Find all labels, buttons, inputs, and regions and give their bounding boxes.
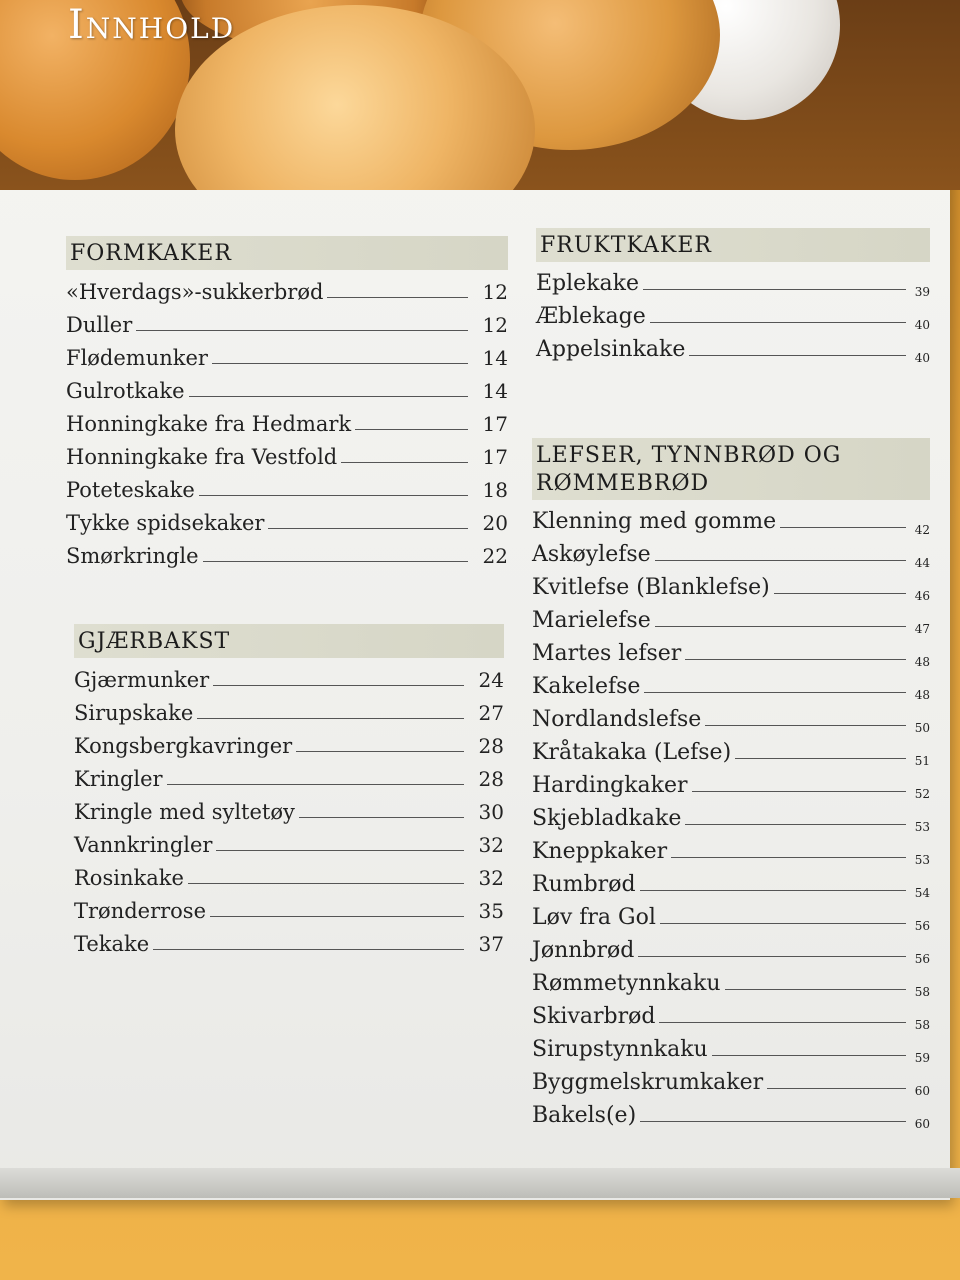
toc-entry bbox=[532, 865, 930, 898]
toc-entry bbox=[532, 766, 930, 799]
section-fruktkaker bbox=[536, 228, 930, 363]
toc-entry-title: Duller bbox=[66, 313, 133, 337]
toc-entry bbox=[532, 535, 930, 568]
toc-entry bbox=[532, 832, 930, 865]
toc-entry bbox=[74, 693, 504, 726]
toc-entry-title: Gulrotkake bbox=[66, 379, 185, 403]
toc-entry-title: Jønnbrød bbox=[532, 938, 635, 963]
toc-entry bbox=[532, 667, 930, 700]
toc-entry bbox=[532, 1030, 930, 1063]
toc-entry-title: Rumbrød bbox=[532, 872, 636, 897]
section-lefser bbox=[532, 438, 930, 1129]
toc-entry bbox=[532, 601, 930, 634]
toc-entry bbox=[532, 964, 930, 997]
section-formkaker bbox=[66, 236, 508, 569]
toc-entry-page: 56 bbox=[914, 952, 930, 966]
section-gjaerbakst bbox=[74, 624, 504, 957]
section-header-line: RØMMEBRØD bbox=[536, 471, 710, 496]
toc-entry-title: Honningkake fra Hedmark bbox=[66, 412, 352, 436]
toc-entry-page: 37 bbox=[478, 932, 504, 956]
toc-list bbox=[66, 272, 508, 569]
toc-entry-page: 22 bbox=[482, 544, 508, 568]
toc-entry bbox=[74, 858, 504, 891]
toc-entry bbox=[532, 733, 930, 766]
toc-entry-title: Klenning med gomme bbox=[532, 509, 777, 534]
leader-line bbox=[780, 527, 906, 528]
leader-line bbox=[212, 363, 468, 364]
toc-entry bbox=[74, 726, 504, 759]
toc-entry-page: 50 bbox=[914, 721, 930, 735]
toc-entry-title: Kneppkaker bbox=[532, 839, 668, 864]
toc-entry bbox=[66, 503, 508, 536]
leader-line bbox=[136, 330, 468, 331]
toc-entry-title: Hardingkaker bbox=[532, 773, 688, 798]
toc-entry-title: Byggmelskrumkaker bbox=[532, 1070, 764, 1095]
toc-entry-title: Nordlandslefse bbox=[532, 707, 702, 732]
toc-entry-page: 32 bbox=[478, 833, 504, 857]
toc-entry bbox=[532, 568, 930, 601]
leader-line bbox=[767, 1088, 906, 1089]
leader-line bbox=[167, 784, 464, 785]
toc-entry bbox=[532, 799, 930, 832]
toc-entry bbox=[532, 502, 930, 535]
toc-entry-title: Rømmetynnkaku bbox=[532, 971, 721, 996]
section-header: FORMKAKER bbox=[66, 236, 508, 270]
toc-entry-page: 39 bbox=[914, 285, 930, 299]
leader-line bbox=[660, 923, 906, 924]
leader-line bbox=[725, 989, 906, 990]
toc-entry-page: 12 bbox=[482, 280, 508, 304]
leader-line bbox=[189, 396, 468, 397]
leader-line bbox=[705, 725, 906, 726]
leader-line bbox=[650, 322, 906, 323]
toc-entry-page: 53 bbox=[914, 820, 930, 834]
toc-entry-page: 28 bbox=[478, 734, 504, 758]
section-header-line: LEFSER, TYNNBRØD OG bbox=[536, 443, 842, 468]
toc-entry-page: 40 bbox=[914, 318, 930, 332]
toc-entry-title: Løv fra Gol bbox=[532, 905, 656, 930]
toc-entry bbox=[66, 470, 508, 503]
toc-entry-page: 60 bbox=[914, 1117, 930, 1131]
toc-entry-title: Kvitlefse (Blanklefse) bbox=[532, 575, 770, 600]
toc-entry-page: 42 bbox=[914, 523, 930, 537]
toc-list bbox=[536, 264, 930, 363]
toc-entry bbox=[66, 338, 508, 371]
toc-entry bbox=[532, 700, 930, 733]
toc-entry-page: 56 bbox=[914, 919, 930, 933]
toc-entry bbox=[66, 404, 508, 437]
leader-line bbox=[197, 718, 464, 719]
toc-entry-page: 48 bbox=[914, 688, 930, 702]
leader-line bbox=[712, 1055, 906, 1056]
toc-list bbox=[74, 660, 504, 957]
toc-entry bbox=[74, 924, 504, 957]
toc-entry-title: Askøylefse bbox=[532, 542, 651, 567]
toc-entry-page: 24 bbox=[478, 668, 504, 692]
toc-entry-title: Sirupskake bbox=[74, 701, 194, 725]
toc-entry bbox=[74, 891, 504, 924]
leader-line bbox=[659, 1022, 906, 1023]
toc-entry-title: Honningkake fra Vestfold bbox=[66, 445, 338, 469]
toc-entry-title: Kongsbergkavringer bbox=[74, 734, 293, 758]
toc-entry-page: 18 bbox=[482, 478, 508, 502]
toc-entry bbox=[532, 634, 930, 667]
leader-line bbox=[213, 685, 464, 686]
leader-line bbox=[655, 626, 906, 627]
leader-line bbox=[685, 824, 906, 825]
toc-entry-title: Kringle med syltetøy bbox=[74, 800, 295, 824]
leader-line bbox=[655, 560, 906, 561]
toc-entry-title: Flødemunker bbox=[66, 346, 208, 370]
leader-line bbox=[216, 850, 464, 851]
toc-entry-page: 14 bbox=[482, 379, 508, 403]
leader-line bbox=[643, 289, 906, 290]
section-header bbox=[532, 438, 930, 500]
toc-entry-page: 17 bbox=[482, 412, 508, 436]
toc-entry-page: 30 bbox=[478, 800, 504, 824]
toc-entry-title: Kråtakaka (Lefse) bbox=[532, 740, 732, 765]
leader-line bbox=[341, 462, 468, 463]
toc-entry-page: 54 bbox=[914, 886, 930, 900]
toc-entry-title: «Hverdags»-sukkerbrød bbox=[66, 280, 324, 304]
section-header: FRUKTKAKER bbox=[536, 228, 930, 262]
leader-line bbox=[203, 561, 468, 562]
leader-line bbox=[153, 949, 464, 950]
page-edge bbox=[0, 1168, 960, 1198]
toc-entry-page: 17 bbox=[482, 445, 508, 469]
toc-entry bbox=[536, 264, 930, 297]
toc-entry bbox=[66, 305, 508, 338]
leader-line bbox=[644, 692, 906, 693]
toc-entry bbox=[74, 759, 504, 792]
toc-entry-page: 51 bbox=[914, 754, 930, 768]
leader-line bbox=[299, 817, 464, 818]
toc-entry-title: Trønderrose bbox=[74, 899, 207, 923]
toc-entry bbox=[74, 825, 504, 858]
toc-entry-page: 58 bbox=[914, 1018, 930, 1032]
header-photo bbox=[0, 0, 960, 190]
leader-line bbox=[268, 528, 468, 529]
toc-entry bbox=[532, 1096, 930, 1129]
toc-entry bbox=[532, 1063, 930, 1096]
toc-entry-page: 40 bbox=[914, 351, 930, 365]
toc-entry bbox=[66, 536, 508, 569]
toc-entry-title: Martes lefser bbox=[532, 641, 682, 666]
toc-entry-page: 32 bbox=[478, 866, 504, 890]
toc-entry-title: Eplekake bbox=[536, 271, 639, 296]
toc-entry bbox=[532, 898, 930, 931]
toc-entry-page: 20 bbox=[482, 511, 508, 535]
toc-entry-page: 58 bbox=[914, 985, 930, 999]
toc-entry bbox=[74, 792, 504, 825]
toc-entry-title: Rosinkake bbox=[74, 866, 184, 890]
toc-entry-page: 28 bbox=[478, 767, 504, 791]
section-header: GJÆRBAKST bbox=[74, 624, 504, 658]
toc-entry-page: 47 bbox=[914, 622, 930, 636]
leader-line bbox=[640, 890, 906, 891]
toc-entry bbox=[66, 272, 508, 305]
toc-list bbox=[532, 502, 930, 1129]
toc-entry-title: Tekake bbox=[74, 932, 150, 956]
leader-line bbox=[199, 495, 468, 496]
leader-line bbox=[774, 593, 906, 594]
toc-entry-page: 60 bbox=[914, 1084, 930, 1098]
leader-line bbox=[685, 659, 906, 660]
toc-entry bbox=[532, 931, 930, 964]
toc-entry bbox=[66, 437, 508, 470]
leader-line bbox=[296, 751, 464, 752]
leader-line bbox=[638, 956, 906, 957]
toc-entry-title: Kringler bbox=[74, 767, 163, 791]
toc-entry-title: Smørkringle bbox=[66, 544, 199, 568]
toc-entry-page: 27 bbox=[478, 701, 504, 725]
toc-entry-title: Poteteskake bbox=[66, 478, 195, 502]
leader-line bbox=[210, 916, 464, 917]
leader-line bbox=[671, 857, 906, 858]
toc-entry-page: 48 bbox=[914, 655, 930, 669]
toc-entry-page: 14 bbox=[482, 346, 508, 370]
toc-entry-title: Skjebladkake bbox=[532, 806, 682, 831]
toc-entry bbox=[74, 660, 504, 693]
toc-entry bbox=[66, 371, 508, 404]
leader-line bbox=[689, 355, 906, 356]
toc-entry-title: Marielefse bbox=[532, 608, 651, 633]
leader-line bbox=[692, 791, 906, 792]
toc-entry-title: Vannkringler bbox=[74, 833, 213, 857]
toc-entry-page: 59 bbox=[914, 1051, 930, 1065]
toc-entry-title: Sirupstynnkaku bbox=[532, 1037, 708, 1062]
toc-entry bbox=[536, 297, 930, 330]
toc-entry-title: Skivarbrød bbox=[532, 1004, 656, 1029]
toc-entry-title: Kakelefse bbox=[532, 674, 641, 699]
leader-line bbox=[327, 297, 468, 298]
toc-entry-title: Appelsinkake bbox=[536, 337, 686, 362]
toc-entry-title: Æblekage bbox=[536, 304, 646, 329]
leader-line bbox=[355, 429, 468, 430]
toc-entry-title: Bakels(e) bbox=[532, 1103, 637, 1128]
toc-entry-page: 44 bbox=[914, 556, 930, 570]
toc-entry-page: 35 bbox=[478, 899, 504, 923]
toc-entry-page: 12 bbox=[482, 313, 508, 337]
toc-entry-page: 46 bbox=[914, 589, 930, 603]
leader-line bbox=[188, 883, 464, 884]
toc-entry bbox=[532, 997, 930, 1030]
toc-entry-page: 52 bbox=[914, 787, 930, 801]
leader-line bbox=[735, 758, 906, 759]
toc-entry-page: 53 bbox=[914, 853, 930, 867]
toc-entry bbox=[536, 330, 930, 363]
leader-line bbox=[640, 1121, 906, 1122]
toc-entry-title: Tykke spidsekaker bbox=[66, 511, 265, 535]
page-title: Innhold bbox=[68, 2, 236, 48]
toc-entry-title: Gjærmunker bbox=[74, 668, 210, 692]
